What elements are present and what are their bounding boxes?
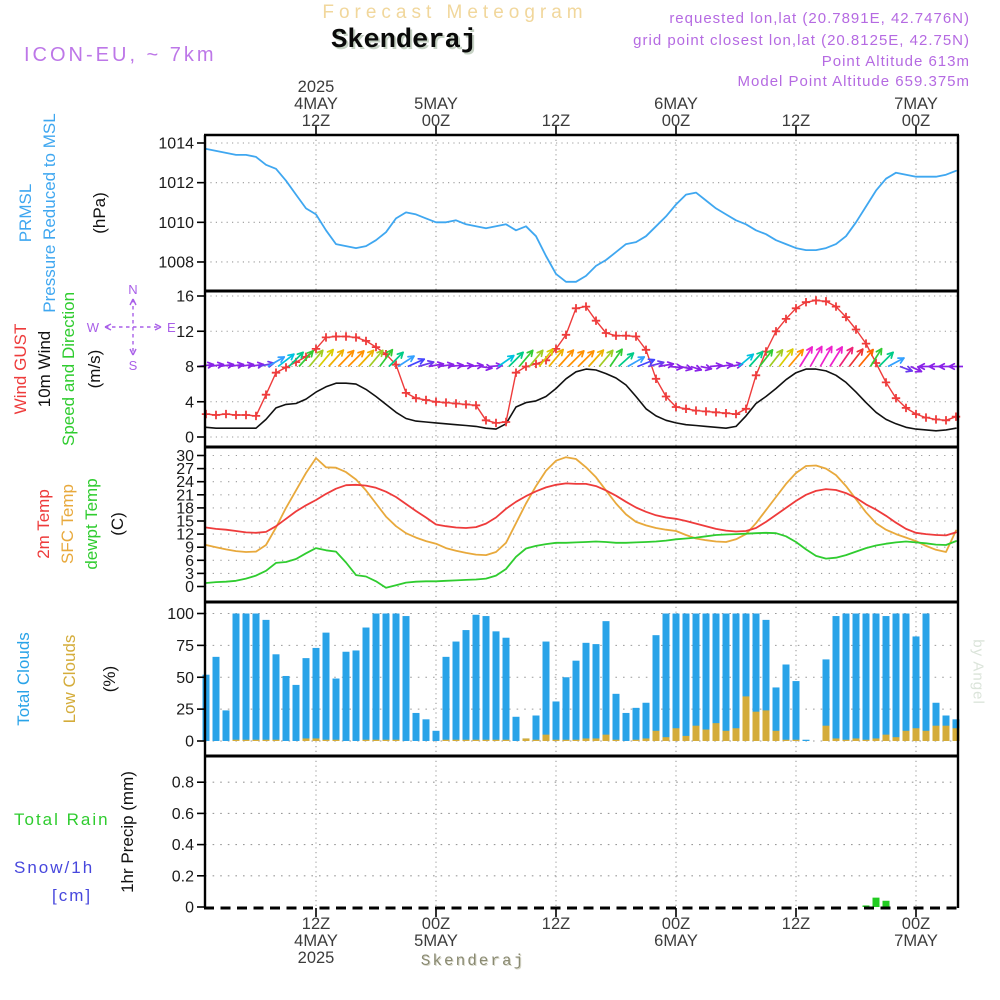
y-tick-label: 50 (176, 669, 194, 687)
low-cloud-bar (693, 726, 700, 741)
total-cloud-bar (903, 614, 910, 742)
top-date-label: 4MAY (294, 95, 338, 113)
low-cloud-bar (703, 730, 710, 741)
low-cloud-bar (333, 740, 340, 741)
top-date-label: 5MAY (414, 95, 458, 113)
y-tick-label: 12 (176, 323, 194, 341)
total-cloud-bar (473, 615, 480, 741)
total-cloud-bar (393, 614, 400, 742)
total-cloud-bar (553, 701, 560, 741)
total-cloud-bar (513, 717, 520, 741)
total-cloud-bar (803, 740, 810, 741)
total-cloud-bar (633, 708, 640, 741)
total-cloud-bar (643, 703, 650, 741)
wind-arrow-head (408, 356, 414, 357)
low-cloud-bar (243, 740, 250, 741)
low-cloud-bar (933, 726, 940, 741)
requested-coords: requested lon,lat (20.7891E, 42.7476N) (669, 10, 970, 27)
wind-10m-line (206, 369, 956, 431)
total-cloud-bar (583, 643, 590, 741)
total-cloud-bar (433, 731, 440, 741)
top-time-label: 00Z (901, 112, 931, 130)
pressure-label-long: Pressure Reduced to MSL (40, 113, 59, 313)
total-cloud-bar (673, 614, 680, 742)
wind-gust-label: Wind GUST (11, 323, 30, 415)
rain-bar (883, 901, 890, 907)
total-cloud-bar (373, 614, 380, 742)
total-cloud-bar (233, 614, 240, 742)
total-cloud-bar (403, 616, 410, 741)
low-cloud-bar (713, 723, 720, 741)
low-cloud-bar (773, 731, 780, 741)
low-cloud-bar (923, 731, 930, 741)
total-cloud-bar (883, 616, 890, 741)
low-cloud-bar (233, 740, 240, 741)
low-cloud-bar (533, 740, 540, 741)
temp-unit: (C) (108, 512, 127, 536)
total-cloud-bar (443, 657, 450, 741)
low-cloud-bar (793, 740, 800, 741)
low-cloud-bar (383, 740, 390, 741)
y-tick-label: 0.6 (171, 805, 194, 823)
total-cloud-bar (273, 654, 280, 741)
low-cloud-bar (373, 740, 380, 741)
bottom-time-label: 12Z (541, 915, 571, 933)
total-cloud-bar (293, 685, 300, 741)
wind-arrow-head (218, 362, 224, 364)
wind-arrow-head (658, 361, 664, 362)
total-cloud-bar (733, 614, 740, 742)
temp-sfc-label: SFC Temp (58, 484, 77, 564)
low-cloud-bar (833, 738, 840, 741)
top-time-label: 12Z (301, 112, 331, 130)
y-tick-label: 6 (185, 552, 194, 570)
low-cloud-bar (363, 740, 370, 741)
total-cloud-bar (213, 657, 220, 741)
low-cloud-bar (853, 738, 860, 741)
total-cloud-bar (483, 616, 490, 741)
wind-arrow-head (208, 362, 214, 364)
total-cloud-bar (653, 635, 660, 741)
total-cloud-bar (263, 620, 270, 741)
total-cloud-bar (333, 679, 340, 741)
footer-station-name: Skenderaj (420, 952, 526, 970)
low-cloud-bar (603, 735, 610, 741)
total-cloud-bar (573, 661, 580, 741)
model-point-altitude: Model Point Altitude 659.375m (737, 73, 970, 90)
bottom-time-label: 00Z (901, 915, 931, 933)
clouds-unit: (%) (100, 665, 119, 693)
low-cloud-bar (443, 740, 450, 741)
bottom-date-label: 6MAY (654, 932, 698, 950)
model-label: ICON-EU, ~ 7km (24, 44, 217, 66)
y-tick-label: 4 (185, 394, 194, 412)
total-cloud-bar (623, 713, 630, 741)
total-cloud-bar (453, 642, 460, 741)
compass-e: E (167, 320, 176, 335)
watermark-title: Forecast Meteogram (322, 2, 588, 23)
total-cloud-bar (243, 614, 250, 742)
y-tick-label: 1008 (158, 254, 194, 272)
total-cloud-bar (413, 713, 420, 741)
total-cloud-bar (703, 614, 710, 742)
wind-arrow-head (438, 362, 444, 364)
total-cloud-bar (343, 652, 350, 741)
total-cloud-bar (853, 614, 860, 742)
low-cloud-bar (303, 738, 310, 741)
y-tick-label: 0.2 (171, 868, 194, 886)
total-cloud-bar (783, 665, 790, 742)
total-cloud-bar (693, 614, 700, 742)
precip-snow-label: Snow/1h (14, 858, 95, 877)
grid-point-coords: grid point closest lon,lat (20.8125E, 42.75N) (633, 32, 970, 49)
total-cloud-bar (303, 658, 310, 741)
low-cloud-bar (593, 738, 600, 741)
total-cloud-bar (423, 719, 430, 741)
y-tick-label: 12 (176, 526, 194, 544)
pressure-label-prmsl: PRMSL (16, 183, 35, 243)
total-cloud-bar (223, 710, 230, 741)
y-tick-label: 0.8 (171, 774, 194, 792)
low-cloud-bar (763, 710, 770, 741)
wind-arrow-head (238, 362, 244, 364)
top-time-label: 00Z (661, 112, 691, 130)
compass-w: W (86, 320, 99, 335)
wind-arrow-head (258, 362, 264, 364)
low-cloud-bar (653, 731, 660, 741)
low-cloud-bar (643, 738, 650, 741)
dewpt-line (206, 533, 956, 588)
total-cloud-bar (533, 716, 540, 742)
low-cloud-bar (633, 740, 640, 741)
total-cloud-bar (603, 621, 610, 741)
low-cloud-bar (503, 740, 510, 741)
low-cloud-bar (863, 740, 870, 741)
y-tick-label: 25 (176, 701, 194, 719)
low-cloud-bar (483, 740, 490, 741)
total-cloud-bar (893, 614, 900, 742)
low-cloud-bar (453, 740, 460, 741)
wind-arrow-head (288, 354, 294, 355)
low-cloud-bar (263, 740, 270, 741)
wind-arrow-head (648, 359, 654, 360)
y-tick-label: 9 (185, 539, 194, 557)
total-cloud-bar (383, 614, 390, 742)
bottom-time-label: 00Z (661, 915, 691, 933)
y-tick-label: 3 (185, 565, 194, 583)
point-altitude: Point Altitude 613m (821, 53, 970, 70)
y-tick-label: 0.4 (171, 837, 194, 855)
low-cloud-bar (313, 738, 320, 741)
total-cloud-bar (613, 694, 620, 741)
wind-unit: (m/s) (85, 349, 104, 389)
y-tick-label: 8 (185, 359, 194, 376)
total-cloud-bar (313, 648, 320, 741)
wind-arrow-head (448, 362, 454, 364)
y-tick-label: 75 (176, 637, 194, 655)
total-cloud-bar (923, 614, 930, 742)
total-cloud-bar (843, 614, 850, 742)
y-tick-label: 15 (176, 513, 194, 531)
clouds-low-label: Low Clouds (60, 634, 79, 724)
total-cloud-bar (833, 616, 840, 741)
low-cloud-bar (323, 740, 330, 741)
y-tick-label: 100 (167, 606, 194, 623)
low-cloud-bar (683, 736, 690, 741)
top-time-label: 00Z (421, 112, 451, 130)
temp-2m-line (206, 483, 956, 535)
y-tick-label: 24 (176, 474, 194, 492)
bottom-time-label: 00Z (421, 915, 451, 933)
precip-cm-label: [cm] (52, 886, 93, 905)
wind-arrow-head (248, 362, 254, 364)
y-tick-label: 16 (176, 288, 194, 306)
low-cloud-bar (553, 740, 560, 741)
precip-rain-label: Total Rain (14, 810, 110, 829)
low-cloud-bar (753, 712, 760, 741)
total-cloud-bar (253, 614, 260, 742)
low-cloud-bar (673, 728, 680, 741)
y-tick-label: 0 (185, 579, 194, 596)
y-tick-label: 1014 (158, 135, 194, 153)
rain-bar (873, 898, 880, 907)
total-cloud-bar (563, 677, 570, 741)
total-cloud-bar (543, 642, 550, 741)
top-year-label: 2025 (297, 78, 335, 96)
wind-arrow-head (228, 362, 234, 364)
wind-arrow-head (668, 362, 674, 364)
clouds-total-label: Total Clouds (14, 632, 33, 726)
low-cloud-bar (893, 737, 900, 741)
low-cloud-bar (573, 740, 580, 741)
y-tick-label: 1010 (158, 214, 194, 232)
bottom-time-label: 12Z (781, 915, 811, 933)
low-cloud-bar (723, 731, 730, 741)
total-cloud-bar (593, 644, 600, 741)
low-cloud-bar (943, 726, 950, 741)
pressure-unit: (hPa) (90, 192, 109, 234)
total-cloud-bar (723, 614, 730, 742)
y-tick-label: 18 (176, 500, 194, 518)
top-time-label: 12Z (541, 112, 571, 130)
low-cloud-bar (843, 740, 850, 741)
total-cloud-bar (323, 633, 330, 741)
temp-dewpt-label: dewpt Temp (82, 478, 101, 570)
top-date-label: 7MAY (894, 95, 938, 113)
low-cloud-bar (743, 696, 750, 741)
total-cloud-bar (463, 630, 470, 741)
bottom-date-label: 4MAY (294, 932, 338, 950)
wind-arrow-head (727, 363, 733, 365)
page-title: Skenderaj (331, 26, 477, 56)
y-tick-label: 0 (185, 429, 194, 447)
total-cloud-bar (663, 614, 670, 742)
y-tick-label: 0 (185, 733, 194, 751)
total-cloud-bar (913, 636, 920, 741)
total-cloud-bar (713, 614, 720, 742)
bottom-date-label: 5MAY (414, 932, 458, 950)
low-cloud-bar (823, 726, 830, 741)
wind-10m-label: 10m Wind (35, 330, 54, 408)
y-tick-label: 21 (176, 487, 194, 505)
low-cloud-bar (543, 735, 550, 741)
low-cloud-bar (393, 740, 400, 741)
low-cloud-bar (493, 740, 500, 741)
total-cloud-bar (503, 638, 510, 741)
low-cloud-bar (523, 738, 530, 741)
top-time-label: 12Z (781, 112, 811, 130)
low-cloud-bar (883, 735, 890, 741)
total-cloud-bar (873, 614, 880, 742)
y-tick-label: 0 (185, 899, 194, 917)
compass-n: N (128, 282, 138, 297)
y-tick-label: 1012 (158, 175, 194, 193)
low-cloud-bar (473, 740, 480, 741)
total-cloud-bar (793, 681, 800, 741)
compass-s: S (128, 358, 138, 373)
low-cloud-bar (583, 738, 590, 741)
y-tick-label: 27 (176, 461, 194, 479)
total-cloud-bar (283, 676, 290, 741)
sfc-temp-line (206, 457, 956, 555)
wind-arrow-head (428, 361, 434, 362)
total-cloud-bar (353, 650, 360, 741)
low-cloud-bar (463, 740, 470, 741)
low-cloud-bar (913, 728, 920, 741)
total-cloud-bar (863, 614, 870, 742)
low-cloud-bar (273, 740, 280, 741)
total-cloud-bar (363, 628, 370, 741)
wind-arrow-head (508, 356, 514, 357)
wind-speed-dir-label: Speed and Direction (59, 291, 78, 447)
bottom-time-label: 12Z (301, 915, 331, 933)
low-cloud-bar (903, 731, 910, 741)
y-tick-label: 30 (176, 447, 194, 465)
low-cloud-bar (873, 738, 880, 741)
bottom-year-label: 2025 (297, 949, 335, 967)
low-cloud-bar (613, 740, 620, 741)
top-date-label: 6MAY (654, 95, 698, 113)
low-cloud-bar (563, 740, 570, 741)
low-cloud-bar (783, 740, 790, 741)
by-angel-watermark: by Angel (969, 639, 987, 705)
total-cloud-bar (683, 614, 690, 742)
precip-unit: 1hr Precip (mm) (118, 771, 137, 893)
low-cloud-bar (663, 737, 670, 741)
total-cloud-bar (493, 631, 500, 741)
low-cloud-bar (253, 740, 260, 741)
bottom-date-label: 7MAY (894, 932, 938, 950)
temp-2m-label: 2m Temp (34, 489, 53, 559)
low-cloud-bar (733, 728, 740, 741)
